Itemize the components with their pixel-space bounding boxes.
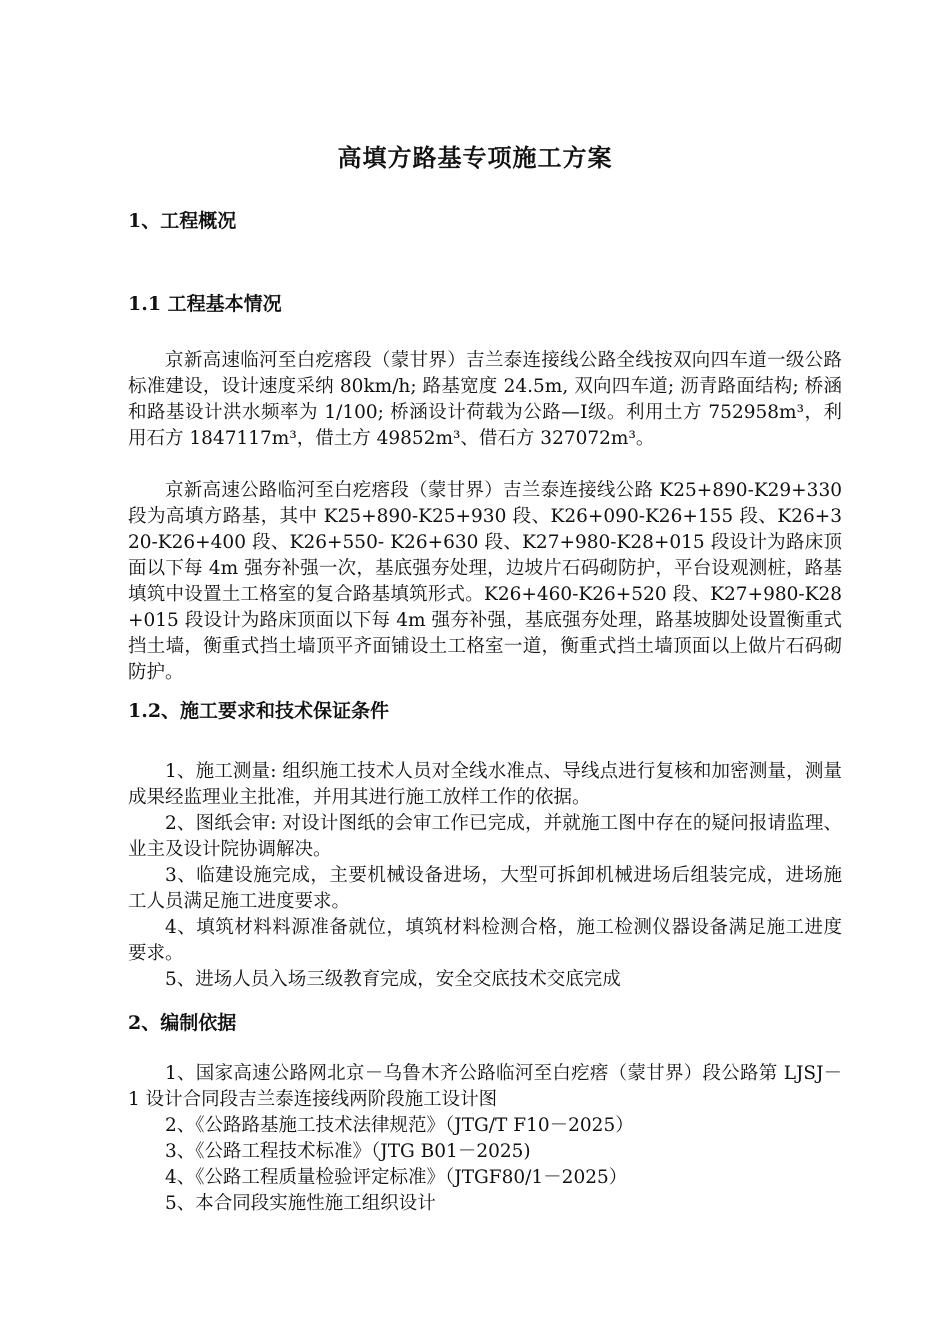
- paragraph-project-standard: 京新高速临河至白疙瘩段（蒙甘界）吉兰泰连接线公路全线按双向四车道一级公路标准建设，设计速度采纳 80km/h; 路基宽度 24.5m, 双向四车道; 沥青路面结构; 桥涵和路基设计洪水频率为 1/100; 桥涵设计荷载为公路—Ⅰ级。利用土方 752958m³，利用石方 1847117m³，借土方 49852m³、借石方 327072m³。: [128, 350, 842, 449]
- list-item-construction-design: 5、本合同段实施性施工组织设计: [165, 1193, 436, 1214]
- list-item-fill-materials: 4、填筑材料料源准备就位，填筑材料检测合格，施工检测仪器设备满足施工进度要求。: [128, 917, 842, 964]
- document-title: 高填方路基专项施工方案: [337, 143, 613, 172]
- list-item-drawing-review: 2、图纸会审: 对设计图纸的会审工作已完成，并就施工图中存在的疑问报请监理、业主及设计院协调解决。: [128, 813, 842, 860]
- paragraph-high-fill-sections: 京新高速公路临河至白疙瘩段（蒙甘界）吉兰泰连接线公路 K25+890-K29+330 段为高填方路基，其中 K25+890-K25+930 段、K26+090-K26+155 段、K26+320-K26+400 段、K26+550- K26+630 段、K27+980-K28+015 段设计为路床顶面以下每 4m 强夯补强一次，基底强夯处理，边坡片石码砌防护，平台设观测桩，路基填筑中设置土工格室的复合路基填筑形式。K26+460-K26+520 段、K27+980-K28+015 段设计为路床顶面以下每 4m 强夯补强，基底强夯处理，路基坡脚处设置衡重式挡土墙，衡重式挡土墙顶平齐面铺设土工格室一道，衡重式挡土墙顶面以上做片石码砌防护。: [128, 480, 842, 683]
- section-heading-basic-info: 1.1 工程基本情况: [128, 293, 282, 315]
- list-item-technical-standard: 3、《公路工程技术标准》（JTG B01－2025): [165, 1141, 531, 1162]
- section-heading-overview: 1、工程概况: [128, 210, 237, 232]
- section-heading-basis: 2、编制依据: [128, 1012, 237, 1034]
- requirements-list: [128, 759, 842, 993]
- section-heading-requirements: 1.2、施工要求和技术保证条件: [128, 700, 390, 722]
- list-item-survey: 1、施工测量: 组织施工技术人员对全线水准点、导线点进行复核和加密测量，测量成果经监理业主批准，并用其进行施工放样工作的依据。: [128, 761, 842, 808]
- list-item-subgrade-spec: 2、《公路路基施工技术法律规范》（JTG/T F10－2025）: [165, 1115, 634, 1136]
- list-item-quality-standard: 4、《公路工程质量检验评定标准》（JTGF80/1－2025）: [165, 1167, 628, 1188]
- list-item-design-drawings: 1、国家高速公路网北京－乌鲁木齐公路临河至白疙瘩（蒙甘界）段公路第 LJSJ－1 设计合同段吉兰泰连接线两阶段施工设计图: [128, 1063, 842, 1110]
- list-item-temporary-facilities: 3、临建设施完成，主要机械设备进场，大型可拆卸机械进场后组装完成，进场施工人员满足施工进度要求。: [128, 865, 842, 912]
- basis-list: [128, 1061, 842, 1217]
- list-item-safety-education: 5、进场人员入场三级教育完成，安全交底技术交底完成: [165, 969, 621, 990]
